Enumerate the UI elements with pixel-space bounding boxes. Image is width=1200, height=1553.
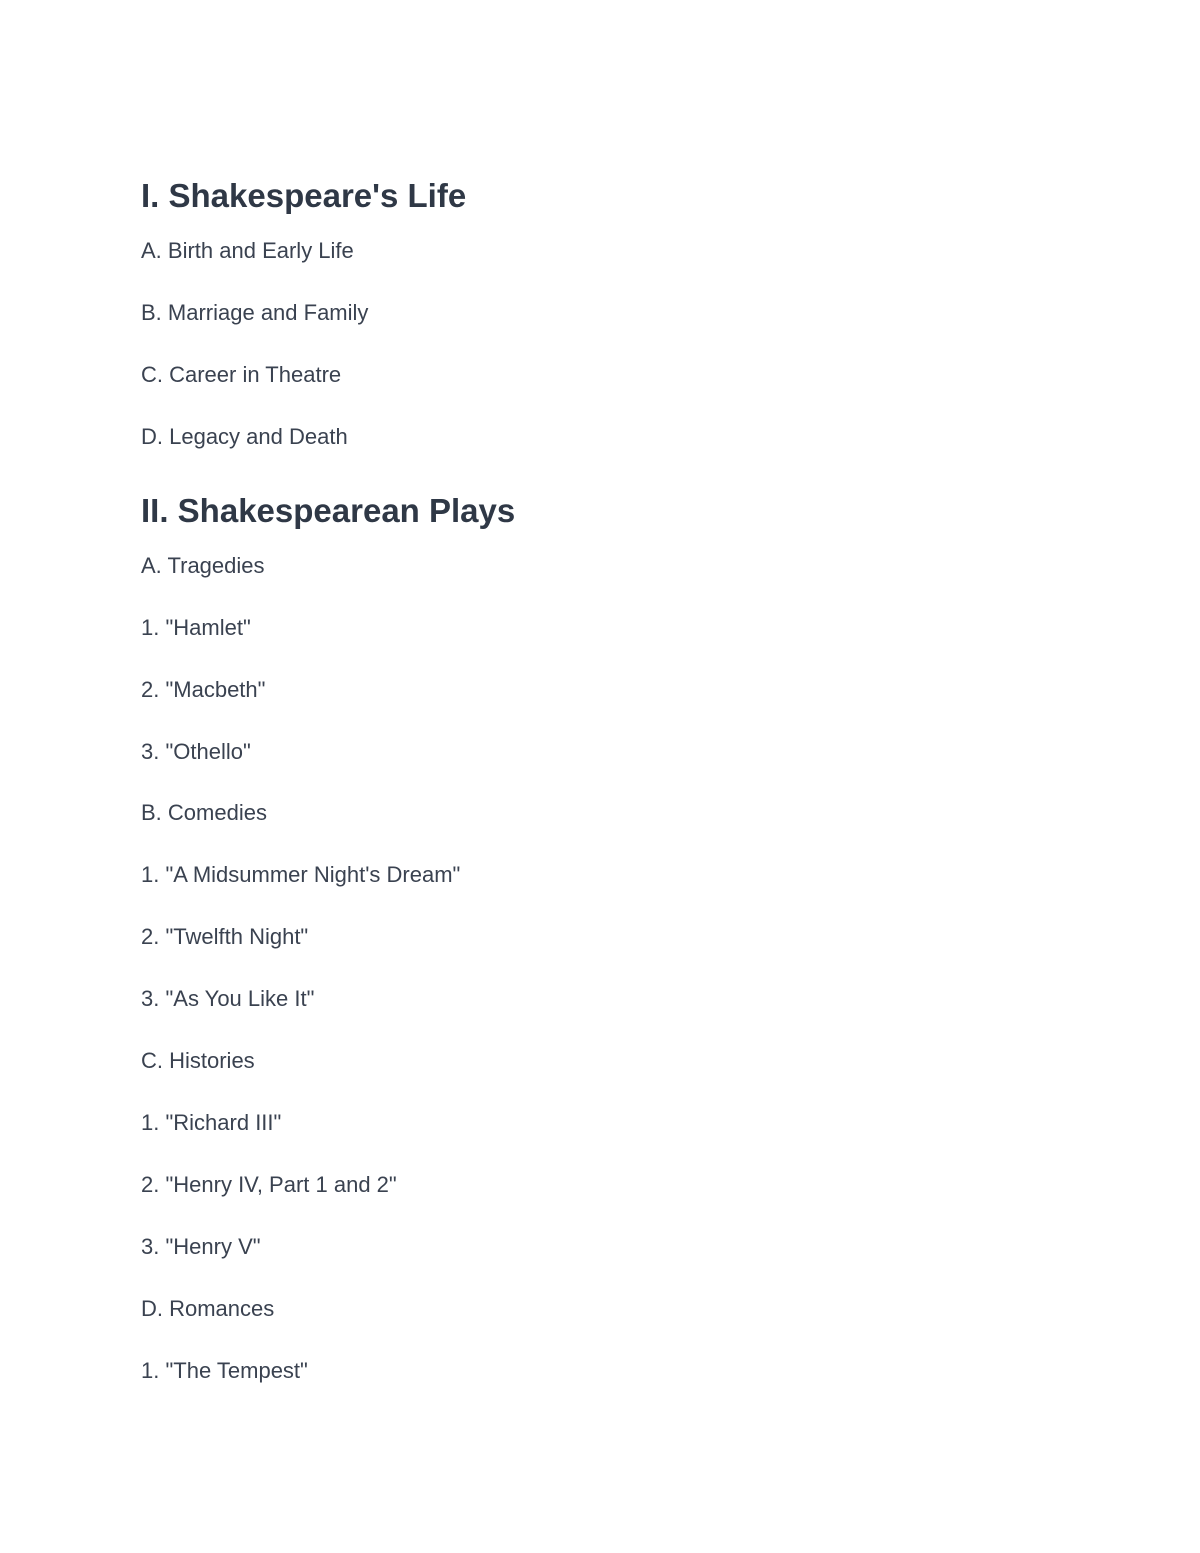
outline-item: 3. "Henry V"	[141, 1234, 261, 1259]
section-heading-life: I. Shakespeare's Life	[141, 177, 467, 214]
outline-item: 2. "Henry IV, Part 1 and 2"	[141, 1172, 397, 1197]
outline-item: B. Comedies	[141, 800, 267, 825]
outline-item: B. Marriage and Family	[141, 300, 369, 325]
outline-item: 3. "As You Like It"	[141, 986, 315, 1011]
outline-item: 1. "Richard III"	[141, 1110, 282, 1135]
section-heading-plays: II. Shakespearean Plays	[141, 492, 516, 529]
outline-item: C. Histories	[141, 1048, 255, 1073]
outline-item: 2. "Macbeth"	[141, 677, 266, 702]
outline-item: C. Career in Theatre	[141, 362, 342, 387]
outline-item: 1. "A Midsummer Night's Dream"	[141, 862, 461, 887]
outline-item: 3. "Othello"	[141, 739, 251, 764]
outline-item: A. Tragedies	[141, 553, 265, 578]
outline-item: 1. "The Tempest"	[141, 1358, 308, 1383]
outline-item: 2. "Twelfth Night"	[141, 924, 309, 949]
outline-item: 1. "Hamlet"	[141, 615, 251, 640]
outline-item: D. Romances	[141, 1296, 275, 1321]
outline-item: A. Birth and Early Life	[141, 238, 354, 263]
outline-item: D. Legacy and Death	[141, 424, 348, 449]
